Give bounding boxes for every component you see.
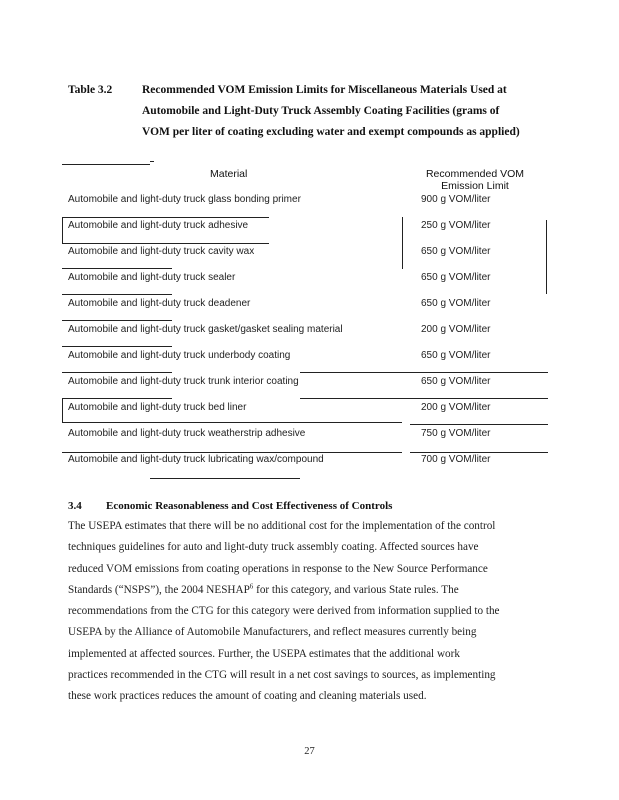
table-grid-line [62,372,172,373]
material-cell: Automobile and light-duty truck lubricating wax/compound [68,454,324,465]
column-header-limit-line: Recommended VOM [425,168,525,180]
material-cell: Automobile and light-duty truck sealer [68,272,236,283]
limit-cell: 650 g VOM/liter [421,376,491,387]
page-number: 27 [304,746,315,757]
material-cell: Automobile and light-duty truck bed liner [68,402,247,413]
paragraph-line [68,580,546,601]
limit-cell: 200 g VOM/liter [421,402,491,413]
limit-cell: 250 g VOM/liter [421,220,491,231]
paragraph-line: USEPA by the Alliance of Automobile Manufacturers, and reflect measures currently being [68,626,477,639]
paragraph-line: practices recommended in the CTG will result in a net cost savings to sources, as implementing [68,669,496,682]
table-grid-line [546,220,547,294]
column-header-material: Material [210,168,248,180]
table-grid-line [62,398,63,422]
limit-cell: 650 g VOM/liter [421,272,491,283]
table-grid-line [62,346,172,347]
material-cell: Automobile and light-duty truck underbody coating [68,350,291,361]
table-grid-line [300,398,548,399]
table-grid-line [410,452,548,453]
body-paragraph [68,516,546,708]
table-top-rule-fragment [150,161,154,162]
limit-cell: 650 g VOM/liter [421,298,491,309]
table-grid-line [62,422,402,423]
limit-cell: 900 g VOM/liter [421,194,491,205]
paragraph-line: recommendations from the CTG for this category were derived from information supplied to the [68,605,500,618]
material-cell: Automobile and light-duty truck glass bonding primer [68,194,301,205]
paragraph-line: reduced VOM emissions from coating operations in response to the New Source Performance [68,562,488,575]
table-grid-line [62,294,172,295]
paragraph-line: these work practices reduces the amount of coating and cleaning materials used. [68,690,427,703]
limit-cell: 200 g VOM/liter [421,324,491,335]
table-title-line: VOM per liter of coating excluding water and exempt compounds as applied) [142,126,520,138]
paragraph-line-part: Standards (“NSPS”), the 2004 NESHAP [68,583,250,596]
table-grid-line [62,320,172,321]
table-grid-line [62,268,172,269]
material-cell: Automobile and light-duty truck trunk interior coating [68,376,299,387]
paragraph-line: The USEPA estimates that there will be no additional cost for the implementation of the control [68,520,496,532]
material-cell: Automobile and light-duty truck gasket/gasket sealing material [68,324,343,335]
table-title-line: Recommended VOM Emission Limits for Miscellaneous Materials Used at [142,84,507,96]
paragraph-line: techniques guidelines for auto and light-duty truck assembly coating. Affected sources have [68,541,479,554]
section-title: Economic Reasonableness and Cost Effectiveness of Controls [106,500,393,512]
footnote-reference: 6 [249,582,254,591]
paragraph-line: implemented at affected sources. Further, the USEPA estimates that the additional work [68,647,460,660]
table-top-rule [62,164,150,165]
limit-cell: 700 g VOM/liter [421,454,491,465]
table-row [68,454,548,480]
table-number: Table 3.2 [68,84,113,96]
material-cell: Automobile and light-duty truck adhesive [68,220,249,231]
table-grid-line [62,217,269,218]
table-title-line: Automobile and Light-Duty Truck Assembly Coating Facilities (grams of [142,105,500,117]
table-grid-line [300,372,548,373]
material-cell: Automobile and light-duty truck deadener [68,298,251,309]
column-header-limit [410,168,540,192]
limit-cell: 650 g VOM/liter [421,246,491,257]
material-cell: Automobile and light-duty truck weatherstrip adhesive [68,428,306,439]
column-header-limit-line: Emission Limit [441,180,509,192]
limit-cell: 650 g VOM/liter [421,350,491,361]
table-grid-line [62,452,402,453]
table-grid-line [62,217,63,243]
table-row [68,428,548,454]
table-title [142,80,572,143]
table-grid-line [150,478,300,479]
section-number: 3.4 [68,500,82,512]
limit-cell: 750 g VOM/liter [421,428,491,439]
table-grid-line [62,398,172,399]
material-cell: Automobile and light-duty truck cavity wax [68,246,255,257]
table-grid-line [410,424,548,425]
paragraph-line-part: for this category, and various State rules. The [253,583,459,596]
table-grid-line [402,217,403,269]
table-grid-line [62,243,269,244]
